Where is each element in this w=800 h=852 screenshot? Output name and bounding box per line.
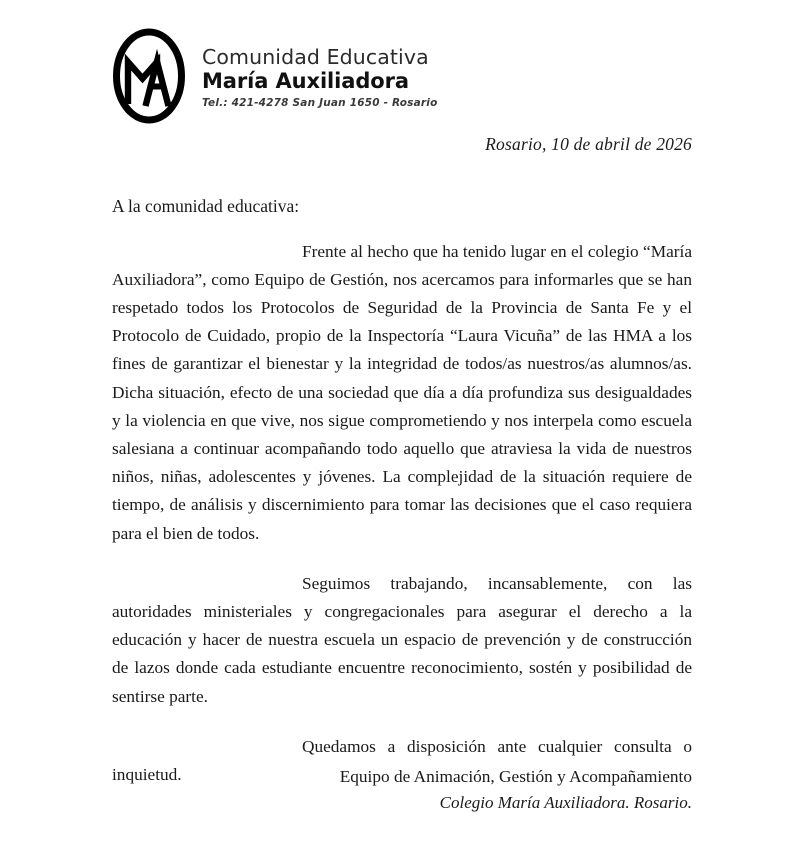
letterhead-text bbox=[202, 42, 438, 109]
organization-contact: Tel.: 421-4278 San Juan 1650 - Rosario bbox=[202, 96, 438, 109]
salutation: A la comunidad educativa: bbox=[112, 196, 300, 216]
letter-body bbox=[112, 198, 692, 789]
organization-subtitle: Comunidad Educativa bbox=[202, 45, 429, 70]
letterhead bbox=[112, 28, 438, 124]
ma-monogram-oval-logo-icon bbox=[112, 28, 186, 124]
signature-school: Colegio María Auxiliadora. Rosario. bbox=[439, 793, 692, 812]
paragraph-1: Frente al hecho que ha tenido lugar en el colegio “María Auxiliadora”, como Equipo de Gestión, nos acercamos para informarles que se han respetado todos los Protocolos de Seguridad de la Provincia de Santa Fe y el Protocolo de Cuidado, propio de la Inspectoría “Laura Vicuña” de las HMA a los fines de garantizar el bienestar y la integridad de todos/as nuestros/as alumnos/as. Dicha situación, efecto de una sociedad que día a día profundiza sus desigualdades y la violencia en que vive, nos sigue comprometiendo y nos interpela como escuela salesiana a continuar acompañando todo aquello que atraviesa la vida de nuestros niños, niñas, adolescentes y jóvenes. La complejidad de la situación requiere de tiempo, de análisis y discernimiento para tomar las decisiones que el caso requiera para el bien de todos. bbox=[112, 241, 692, 543]
signature-block bbox=[112, 764, 692, 816]
paragraph-2: Seguimos trabajando, incansablemente, con las autoridades ministeriales y congregacionales para asegurar el derecho a la educación y hacer de nuestra escuela un espacio de prevención y de construcción de lazos donde cada estudiante encuentre reconocimiento, sostén y posibilidad de sentirse parte. bbox=[112, 573, 692, 706]
date-line: Rosario, 10 de abril de 2026 bbox=[485, 134, 692, 154]
signature-team: Equipo de Animación, Gestión y Acompañamiento bbox=[339, 767, 692, 786]
organization-name: María Auxiliadora bbox=[202, 69, 409, 94]
paragraph-3: Quedamos a disposición ante cualquier consulta o inquietud. bbox=[112, 736, 692, 784]
